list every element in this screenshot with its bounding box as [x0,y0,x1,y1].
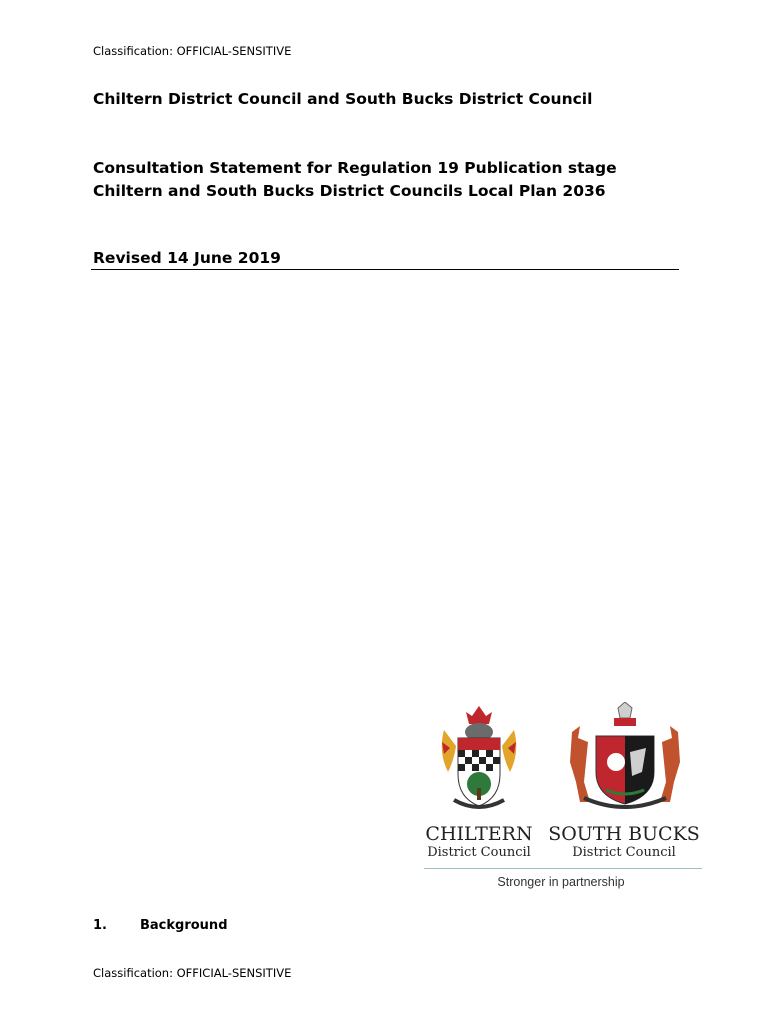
section-number: 1. [93,918,107,933]
document-title: Chiltern District Council and South Bucks District Council [93,90,593,108]
document-subtitle-line1: Consultation Statement for Regulation 19 Publication stage [93,159,617,177]
chiltern-logo-subtitle: District Council [427,845,531,860]
partnership-tagline: Stronger in partnership [497,875,625,889]
south-bucks-logo-subtitle: District Council [572,845,676,860]
partnership-logo [420,702,702,892]
chiltern-crest-icon [434,702,524,818]
south-bucks-logo-name: SOUTH BUCKS [548,823,700,845]
chiltern-logo-name: CHILTERN [425,823,533,845]
revised-date: Revised 14 June 2019 [93,249,281,267]
header-classification: Classification: OFFICIAL-SENSITIVE [93,44,292,58]
logo-divider [424,868,702,869]
title-underline [91,269,679,270]
footer-classification: Classification: OFFICIAL-SENSITIVE [93,966,292,980]
section-heading: Background [140,918,228,933]
document-subtitle-line2: Chiltern and South Bucks District Councils Local Plan 2036 [93,182,606,200]
south-bucks-crest-icon [566,702,684,818]
